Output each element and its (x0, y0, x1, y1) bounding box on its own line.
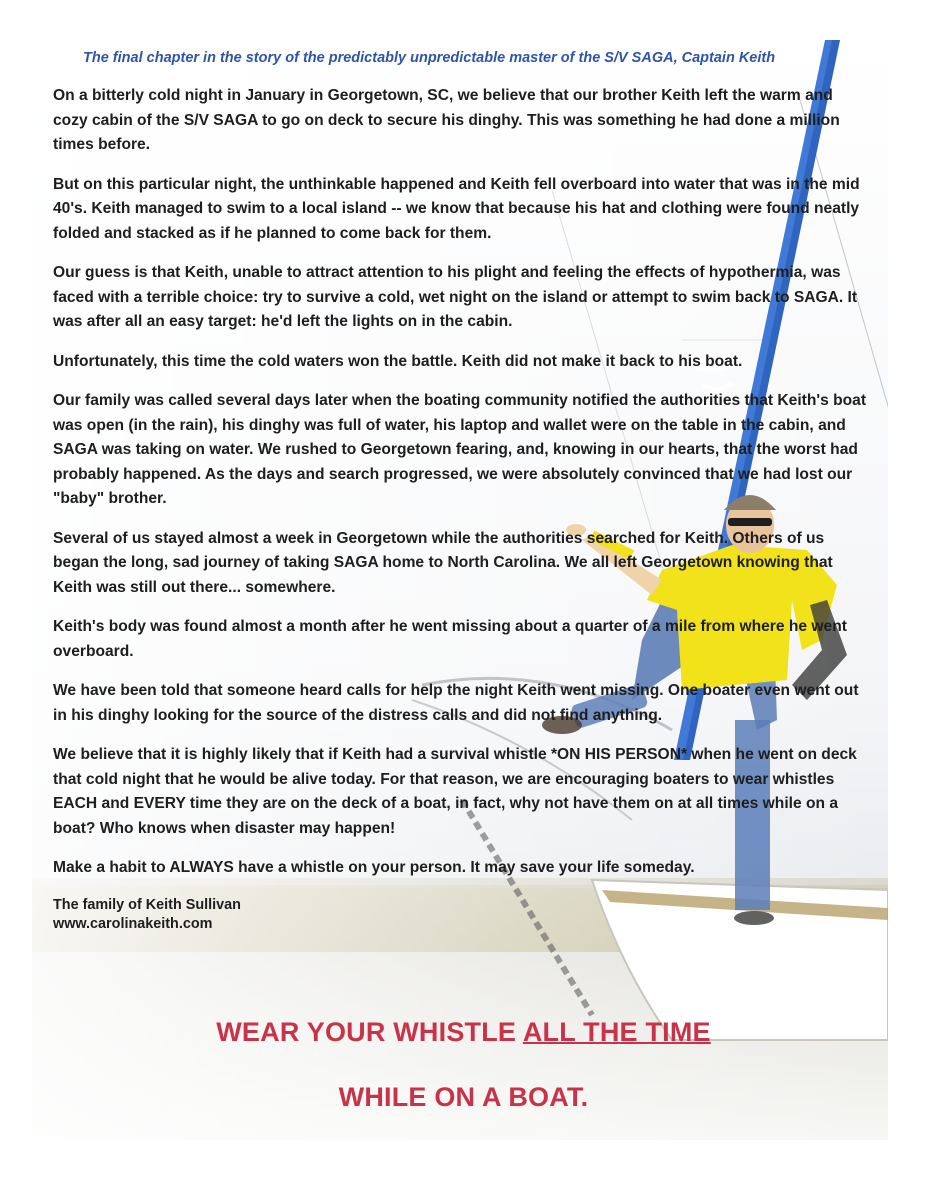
slogan-emphasis: ALL THE TIME (522, 1017, 711, 1047)
signature-website-link[interactable]: www.carolinakeith.com (53, 915, 213, 932)
document-subtitle: The final chapter in the story of the predictably unpredictable master of the S/V SAGA, Captain Keith (83, 50, 776, 66)
paragraph: We have been told that someone heard calls for help the night Keith went missing. One boater even went out in his dinghy looking for the source of the distress calls and did not find anything. (53, 682, 859, 724)
signature-name: The family of Keith Sullivan (53, 896, 241, 913)
paragraph: Our guess is that Keith, unable to attract attention to his plight and feeling the effects of hypothermia, was faced with a terrible choice: try to survive a cold, wet night on the island or attempt to swim back to SAGA. It was after all an easy target: he'd left the lights on in the cabin. (53, 264, 858, 330)
document-body (53, 50, 868, 934)
paragraph: Unfortunately, this time the cold waters won the battle. Keith did not make it back to his boat. (53, 352, 743, 370)
slogan-line-1 (0, 1017, 927, 1048)
paragraph: We believe that it is highly likely that if Keith had a survival whistle *ON HIS PERSON* when he went on deck that cold night that he would be alive today. For that reason, we are encouraging boaters to wear whistles EACH and EVERY time they are on the deck of a boat, in fact, why not have them on at all times while on a boat? Who knows when disaster may happen! (53, 746, 857, 837)
paragraph: Make a habit to ALWAYS have a whistle on your person. It may save your life someday. (53, 859, 695, 876)
slogan-prefix: WEAR YOUR WHISTLE (216, 1017, 523, 1047)
paragraph: Our family was called several days later when the boating community notified the authorities that Keith's boat was open (in the rain), his dinghy was full of water, his laptop and wallet were on the table in the cabin, and SAGA was taking on water. We rushed to Georgetown fearing, and, knowing in our hearts, that the worst had probably happened. As the days and search progressed, we were absolutely convinced that we had lost our "baby" brother. (53, 392, 867, 507)
paragraph: But on this particular night, the unthinkable happened and Keith fell overboard into water that was in the mid 40's. Keith managed to swim to a local island -- we know that because his hat and clothing were found neatly folded and stacked as if he planned to come back for them. (53, 175, 860, 242)
slogan-line-2: WHILE ON A BOAT. (338, 1082, 589, 1112)
paragraph: On a bitterly cold night in January in Georgetown, SC, we believe that our brother Keith left the warm and cozy cabin of the S/V SAGA to go on deck to secure his dinghy. This was something he had done a million times before. (53, 87, 840, 153)
paragraph: Keith's body was found almost a month after he went missing about a quarter of a mile from where he went overboard. (53, 618, 847, 660)
paragraph: Several of us stayed almost a week in Georgetown while the authorities searched for Keith. Others of us began the long, sad journey of taking SAGA home to North Carolina. We all left Georgetown knowing that Keith was still out there... somewhere. (53, 529, 833, 596)
signature-block (53, 896, 868, 934)
